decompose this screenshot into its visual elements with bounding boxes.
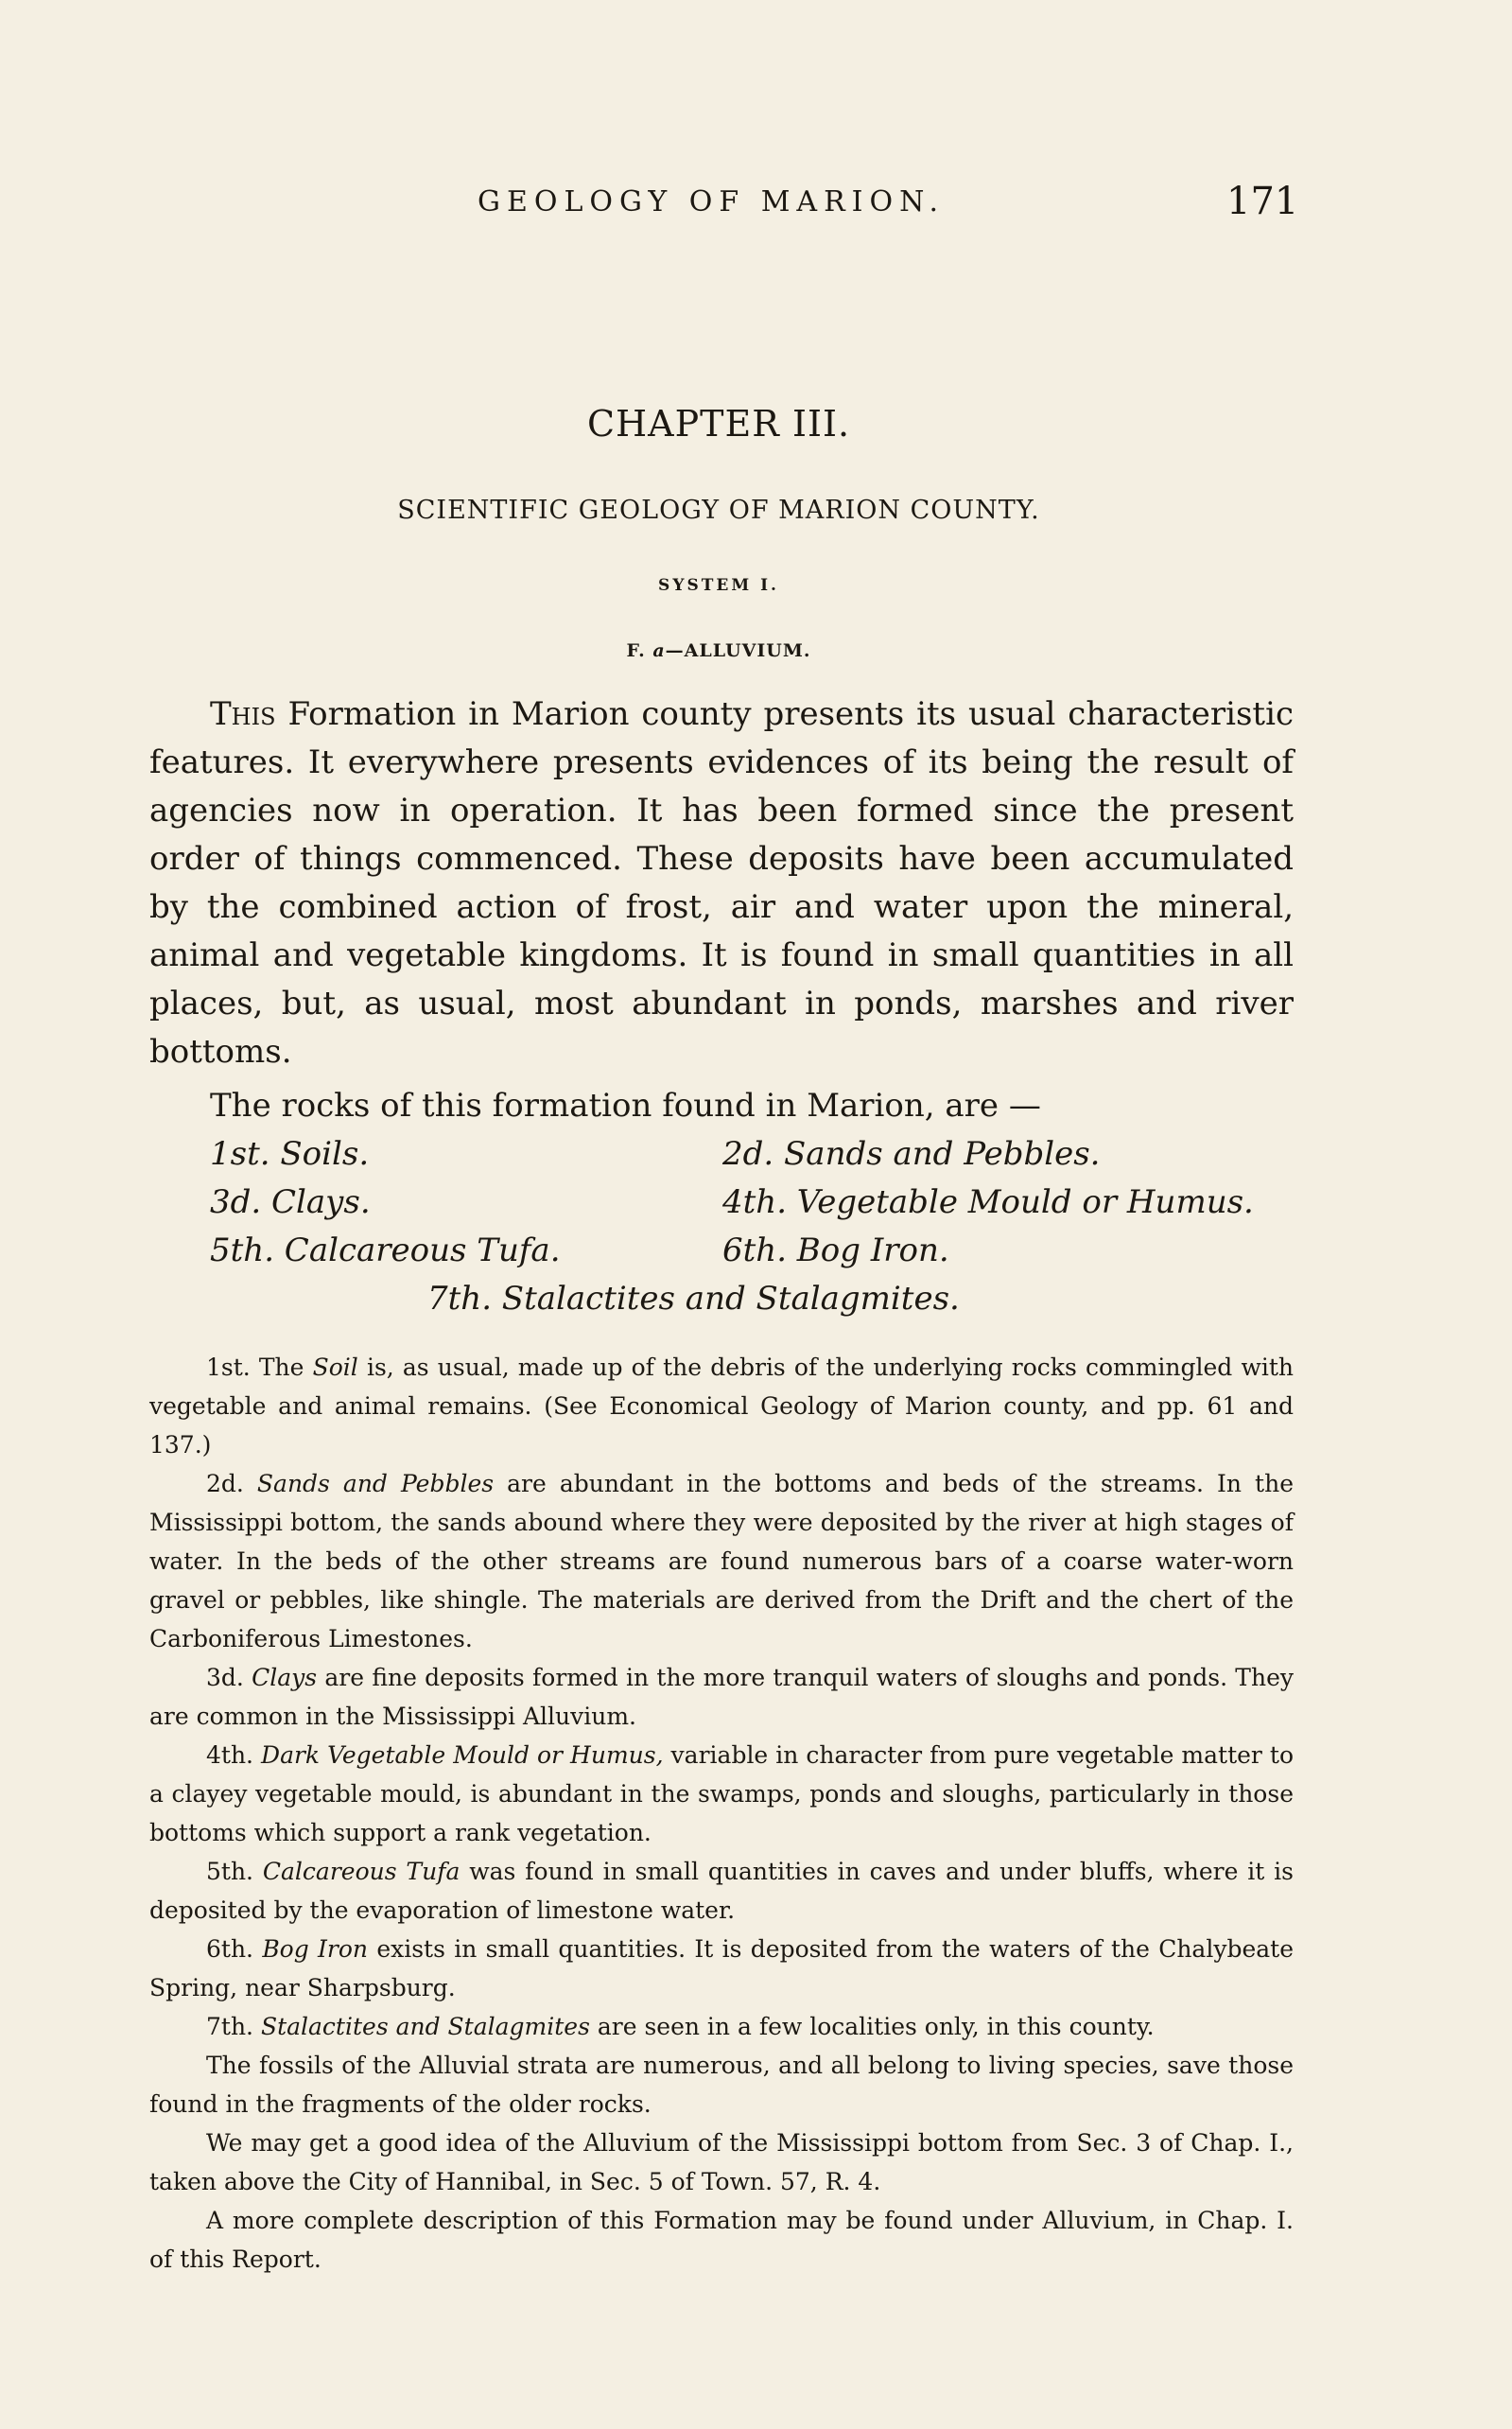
rock-item: 4th. Vegetable Mould or Humus. — [722, 1183, 1254, 1221]
note-text: is, as usual, made up of the debris of the underlying rocks commingled with vegetable and animal remains. (See Economical Geology of Marion county, and pp. 61 and 137.) — [149, 1354, 1295, 1459]
page-number: 171 — [1226, 180, 1299, 223]
note-term: Sands and Pebbles — [256, 1470, 495, 1497]
note-prefix: 3d. — [206, 1664, 252, 1691]
note-text: The fossils of the Alluvial strata are numerous, and all belong to living species, save those found in the fragments of the older rocks. — [149, 2052, 1294, 2118]
rock-item: 2d. Sands and Pebbles. — [722, 1135, 1101, 1173]
note-paragraph — [149, 1736, 1294, 1852]
rock-item: 1st. Soils. — [210, 1135, 370, 1173]
note-text: A more complete description of this Formation may be found under Alluvium, in Chap. I. of this Report. — [149, 2207, 1294, 2273]
rock-item: 6th. Bog Iron. — [722, 1232, 949, 1269]
note-term: Dark Vegetable Mould or Humus, — [261, 1741, 664, 1769]
note-paragraph — [149, 2007, 1294, 2046]
note-text: We may get a good idea of the Alluvium of the Mississippi bottom from Sec. 3 of Chap. I., taken above the City of Hannibal, in Sec. 5 of Town. 57, R. 4. — [149, 2129, 1294, 2195]
note-text: are abundant in the bottoms and beds of the streams. In the Mississippi bottom, the sands abound where they were deposited by the river at high stages of water. In the beds of the other streams are found numerous bars of a coarse water-worn gravel or pebbles, like shingle. The materials are derived from the Drift and the chert of the Carboniferous Limestones. — [149, 1470, 1294, 1652]
intro-text: Formation in Marion county presents its usual characteristic features. It everywhere presents evidences of its being the result of agencies now in operation. It has been formed since the present order of things commenced. These deposits have been accumulated by the combined action of frost, air and water upon the mineral, animal and vegetable kingdoms. It is found in small quantities in all places, but, as usual, most abundant in ponds, marshes and river bottoms. — [149, 695, 1294, 1071]
note-text: exists in small quantities. It is deposited from the waters of the Chalybeate Spring, near Sharpsburg. — [149, 1935, 1295, 2001]
note-prefix: 2d. — [206, 1470, 257, 1497]
note-term: Stalactites and Stalagmites — [260, 2013, 590, 2040]
notes-section — [149, 1348, 1294, 2279]
note-prefix: 5th. — [206, 1858, 263, 1885]
formation-heading — [151, 640, 1286, 661]
intro-paragraph — [149, 690, 1294, 1076]
note-term: Clays — [252, 1664, 318, 1691]
note-paragraph — [149, 1464, 1294, 1658]
note-prefix: 7th. — [206, 2013, 261, 2040]
note-text: variable in character from pure vegetable matter to a clayey vegetable mould, is abundant in the swamps, ponds and sloughs, particularly in those bottoms which support a rank vegetation. — [149, 1741, 1294, 1846]
chapter-subtitle: SCIENTIFIC GEOLOGY OF MARION COUNTY. — [397, 496, 1040, 525]
system-heading: SYSTEM I. — [658, 576, 779, 595]
note-prefix: 1st. The — [206, 1354, 313, 1381]
rock-item: 5th. Calcareous Tufa. — [210, 1232, 561, 1269]
note-paragraph — [149, 1930, 1294, 2007]
formation-letter: a — [652, 640, 666, 661]
note-paragraph — [149, 2123, 1294, 2201]
running-head: GEOLOGY OF MARION. — [478, 185, 945, 218]
formation-name: —ALLUVIUM. — [665, 640, 811, 661]
note-text: was found in small quantities in caves and under bluffs, where it is deposited by the evaporation of limestone water. — [149, 1858, 1295, 1924]
rock-item: 3d. Clays. — [210, 1183, 371, 1221]
note-term: Calcareous Tufa — [262, 1858, 461, 1885]
note-text: are seen in a few localities only, in this county. — [589, 2013, 1155, 2040]
note-paragraph — [149, 2201, 1294, 2279]
note-term: Soil — [312, 1354, 358, 1381]
note-paragraph — [149, 1348, 1294, 1464]
intro-lead-word: This — [210, 695, 276, 733]
note-term: Bog Iron — [262, 1935, 369, 1963]
note-text: are fine deposits formed in the more tranquil waters of sloughs and ponds. They are common in the Mississippi Alluvium. — [149, 1664, 1294, 1730]
note-paragraph — [149, 1658, 1294, 1736]
rocks-intro: The rocks of this formation found in Marion, are — — [210, 1087, 1041, 1125]
note-prefix: 6th. — [206, 1935, 263, 1963]
note-prefix: 4th. — [206, 1741, 262, 1769]
note-paragraph — [149, 1852, 1294, 1930]
note-paragraph — [149, 2046, 1294, 2123]
formation-prefix: F. — [626, 640, 653, 661]
rock-item: 7th. Stalactites and Stalagmites. — [427, 1280, 960, 1318]
chapter-title: CHAPTER III. — [586, 403, 851, 445]
